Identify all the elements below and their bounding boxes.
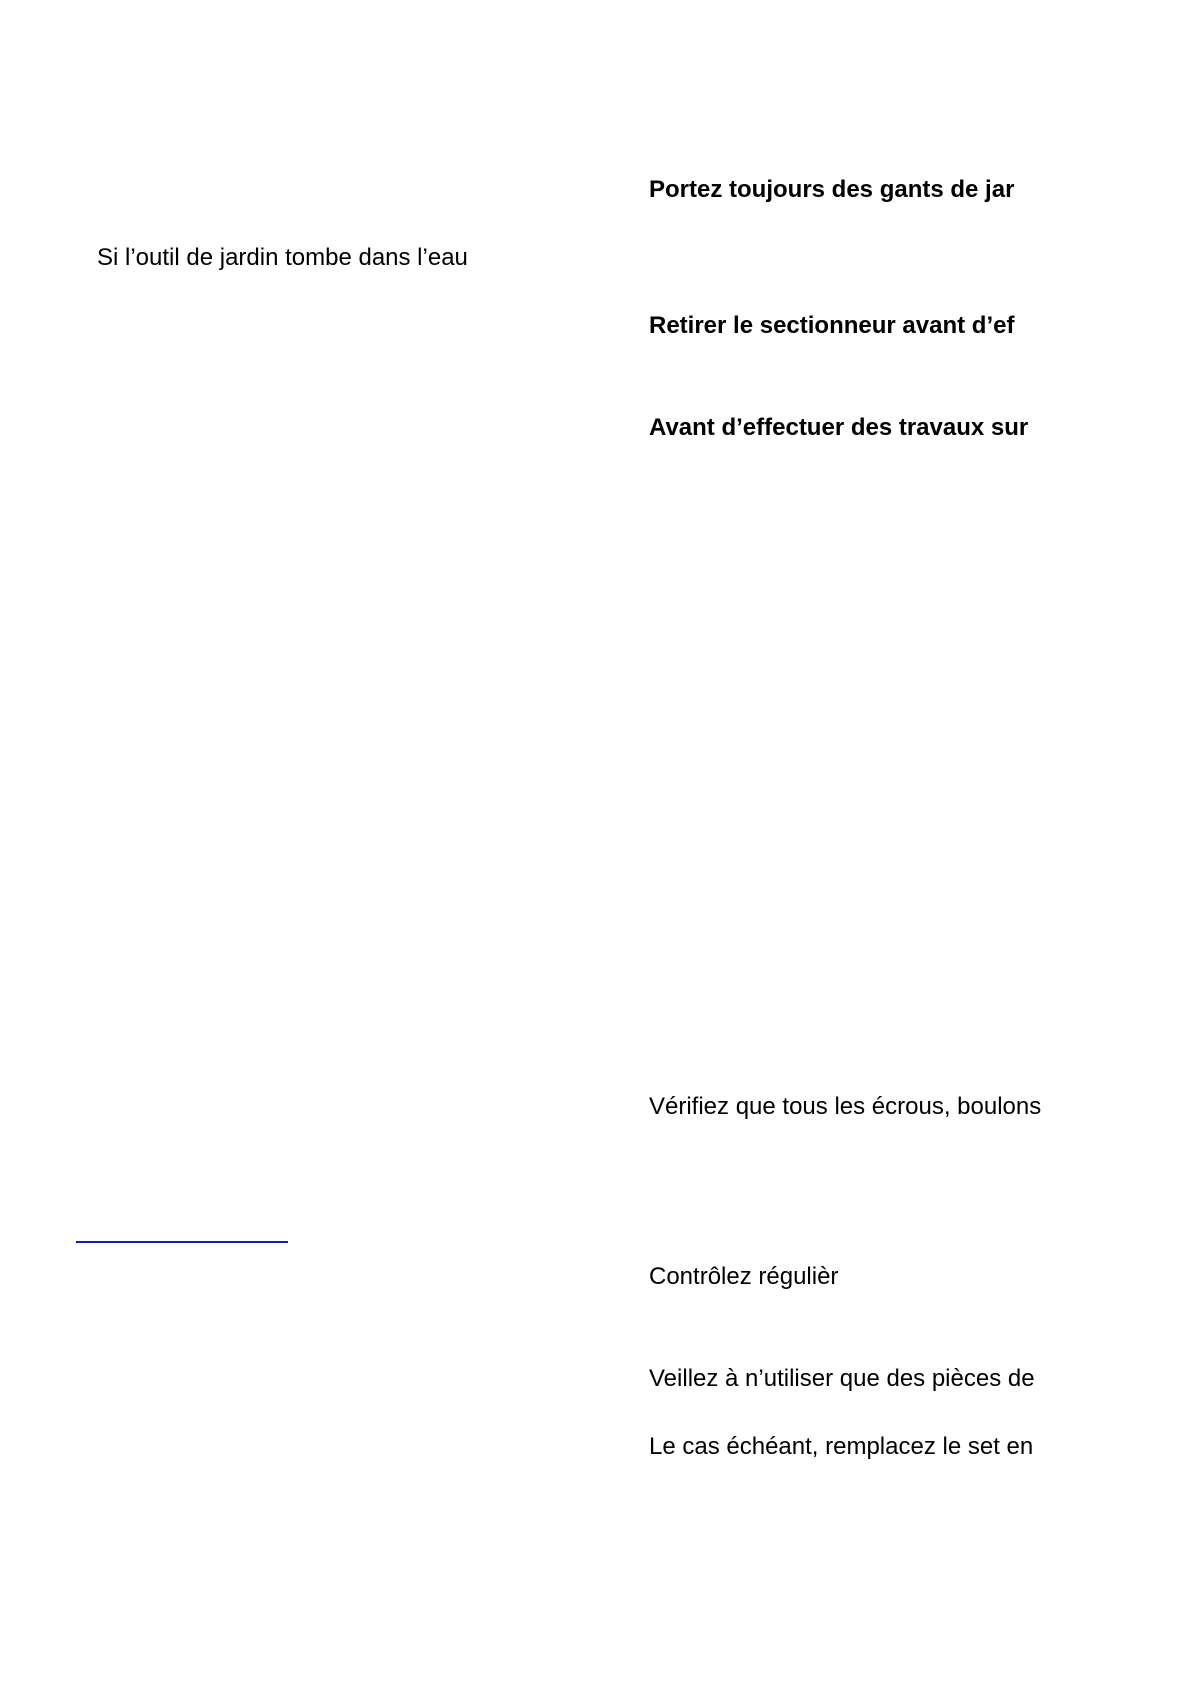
warning-gloves-heading: Portez toujours des gants de jar bbox=[649, 176, 1015, 203]
replace-set-text: Le cas échéant, remplacez le set en bbox=[649, 1433, 1034, 1460]
check-nuts-bolts-text: Vérifiez que tous les écrous, boulons bbox=[649, 1093, 1042, 1120]
check-regularly-text: Contrôlez régulièr bbox=[649, 1263, 839, 1290]
warning-before-work-heading: Avant d’effectuer des travaux sur bbox=[649, 414, 1029, 441]
use-original-parts-text: Veillez à n’utiliser que des pièces de bbox=[649, 1365, 1035, 1392]
tool-in-water-text: Si l’outil de jardin tombe dans l’eau bbox=[97, 244, 468, 271]
warning-disconnect-heading: Retirer le sectionneur avant d’ef bbox=[649, 312, 1015, 339]
footnote-divider bbox=[76, 1241, 288, 1243]
